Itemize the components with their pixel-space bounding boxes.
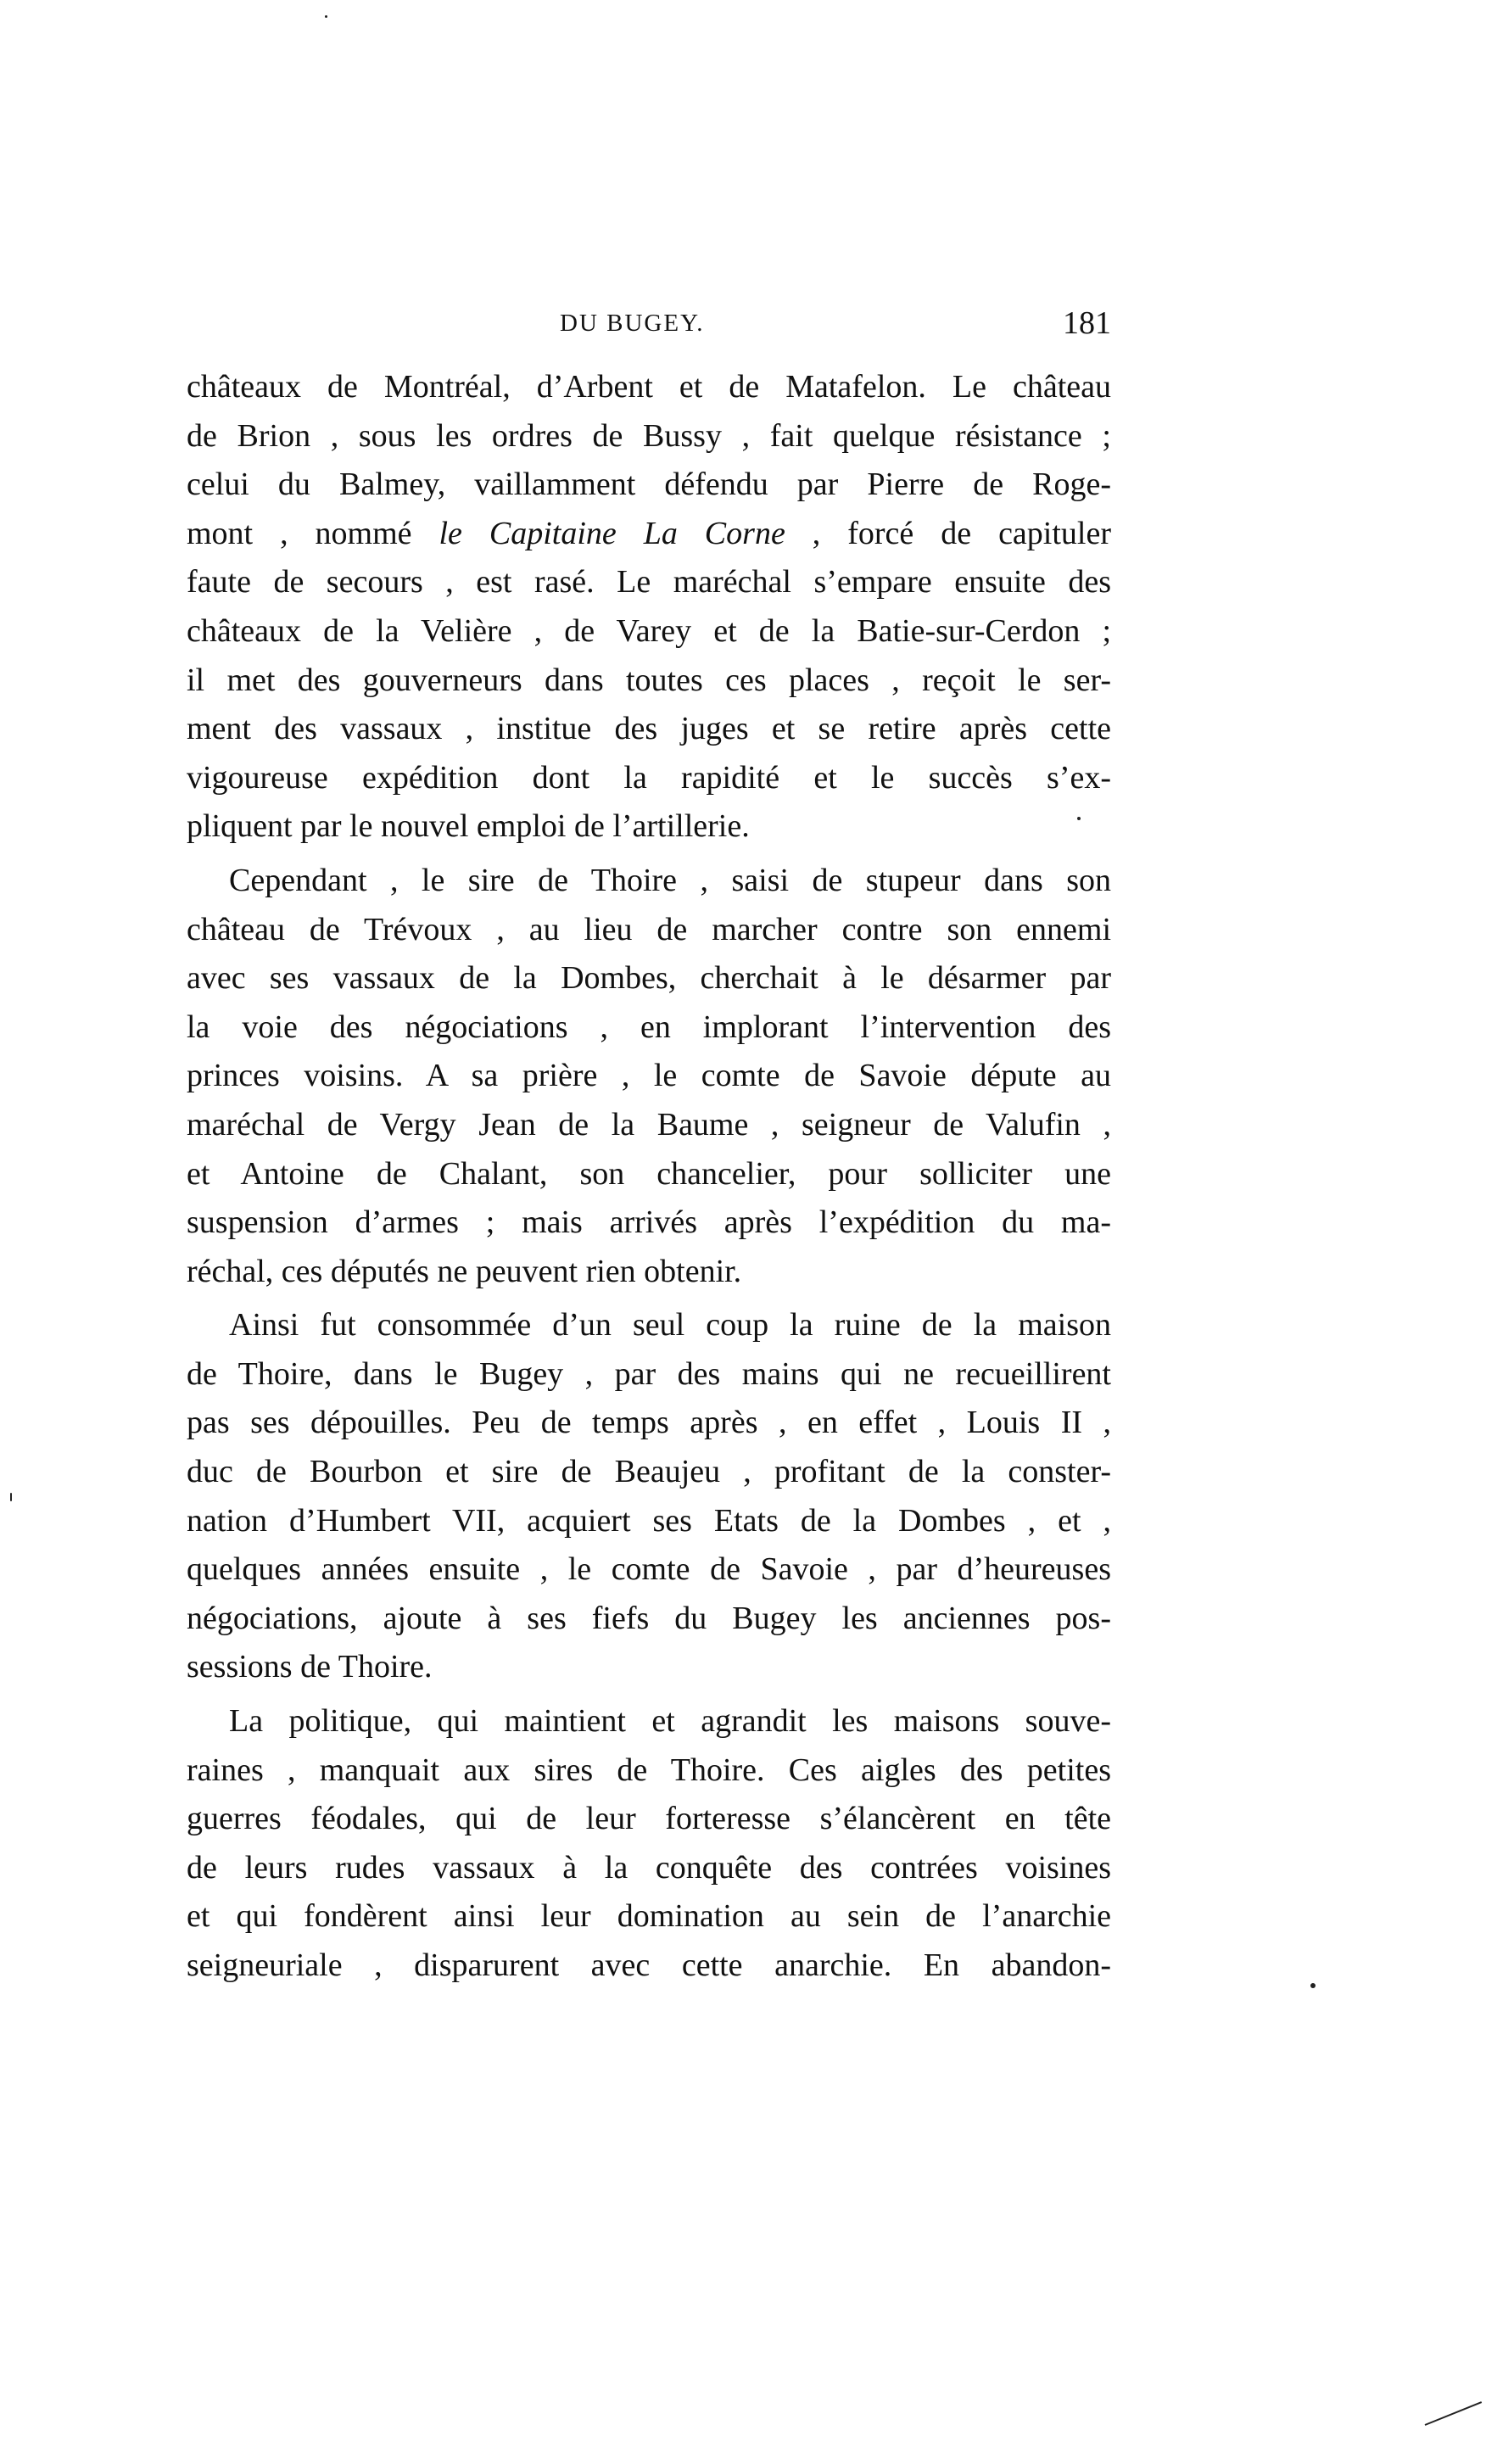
text-line: de leurs rudes vassaux à la conquête des contrées voisines [187, 1849, 1111, 1886]
italic-name: le Capitaine La Corne [439, 515, 785, 551]
text-line: suspension d’armes ; mais arrivés après l’expédition du ma- [187, 1204, 1111, 1241]
text-line: ment des vassaux , institue des juges et se retire après cette [187, 711, 1111, 747]
paragraph-start: Cependant , le sire de Thoire , saisi de stupeur dans son [229, 862, 1111, 898]
text-line: sessions de Thoire. [187, 1649, 433, 1685]
text-line: vigoureuse expédition dont la rapidité et le succès s’ex- [187, 759, 1111, 796]
text-line: châteaux de la Velière , de Varey et de la Batie-sur-Cerdon ; [187, 612, 1111, 649]
text-line: quelques années ensuite , le comte de Savoie , par d’heureuses [187, 1551, 1111, 1588]
text-line [187, 510, 1111, 559]
body-text [187, 363, 1111, 1991]
page-number: 181 [1063, 305, 1111, 341]
text-line: et qui fondèrent ainsi leur domination au sein de l’anarchie [187, 1898, 1111, 1935]
text-line: et Antoine de Chalant, son chancelier, pour solliciter une [187, 1155, 1111, 1192]
text-line: guerres féodales, qui de leur forteresse s’élancèrent en tête [187, 1801, 1111, 1837]
text-line: de Thoire, dans le Bugey , par des mains qui ne recueillirent [187, 1355, 1111, 1392]
scan-speck [1310, 1983, 1316, 1988]
text-line: celui du Balmey, vaillamment défendu par Pierre de Rogе- [187, 467, 1111, 503]
text-line: raines , manquait aux sires de Thoire. Ces aigles des petites [187, 1752, 1111, 1788]
text-fragment: , forcé de capituler [812, 515, 1111, 551]
paragraph-start: Ainsi fut consommée d’un seul coup la ruine de la maison [229, 1307, 1111, 1344]
text-line: faute de secours , est rasé. Le maréchal s’empare ensuite des [187, 564, 1111, 601]
text-line: châteaux de Montréal, d’Arbent et de Matafelon. Le château [187, 369, 1111, 405]
text-line: maréchal de Vergy Jean de la Baume , seigneur de Valufin , [187, 1106, 1111, 1143]
text-line: seigneuriale , disparurent avec cette anarchie. En abandon- [187, 1947, 1111, 1983]
scan-speck [1077, 817, 1081, 820]
pencil-stroke [1425, 2401, 1483, 2426]
text-line: château de Trévoux , au lieu de marcher contre son ennemi [187, 911, 1111, 947]
text-line: négociations, ajoute à ses fiefs du Bugey les anciennes pos- [187, 1600, 1111, 1636]
running-title: DU BUGEY. [560, 310, 705, 337]
text-line: de Brion , sous les ordres de Bussy , fait quelque résistance ; [187, 417, 1111, 454]
text-line: princes voisins. A sa prière , le comte de Savoie députe au [187, 1058, 1111, 1094]
paragraph-start: La politique, qui maintient et agrandit les maisons souve- [229, 1703, 1111, 1740]
text-line: nation d’Humbert VII, acquiert ses Etats de la Dombes , et , [187, 1502, 1111, 1539]
text-fragment: mont , nommé [187, 515, 412, 551]
text-line: réchal, ces députés ne peuvent rien obtenir. [187, 1253, 742, 1289]
text-line: pliquent par le nouvel emploi de l’artillerie. [187, 808, 750, 845]
scan-speck [10, 1493, 12, 1501]
text-line: la voie des négociations , en implorant l’intervention des [187, 1009, 1111, 1045]
scan-speck [325, 15, 327, 18]
text-line: il met des gouverneurs dans toutes ces places , reçoit le ser- [187, 662, 1111, 698]
text-line: pas ses dépouilles. Peu de temps après , en effet , Louis II , [187, 1405, 1111, 1441]
running-head [187, 305, 1111, 352]
text-line: duc de Bourbon et sire de Beaujeu , profitant de la conster- [187, 1454, 1111, 1490]
text-line: avec ses vassaux de la Dombes, cherchait à le désarmer par [187, 960, 1111, 997]
